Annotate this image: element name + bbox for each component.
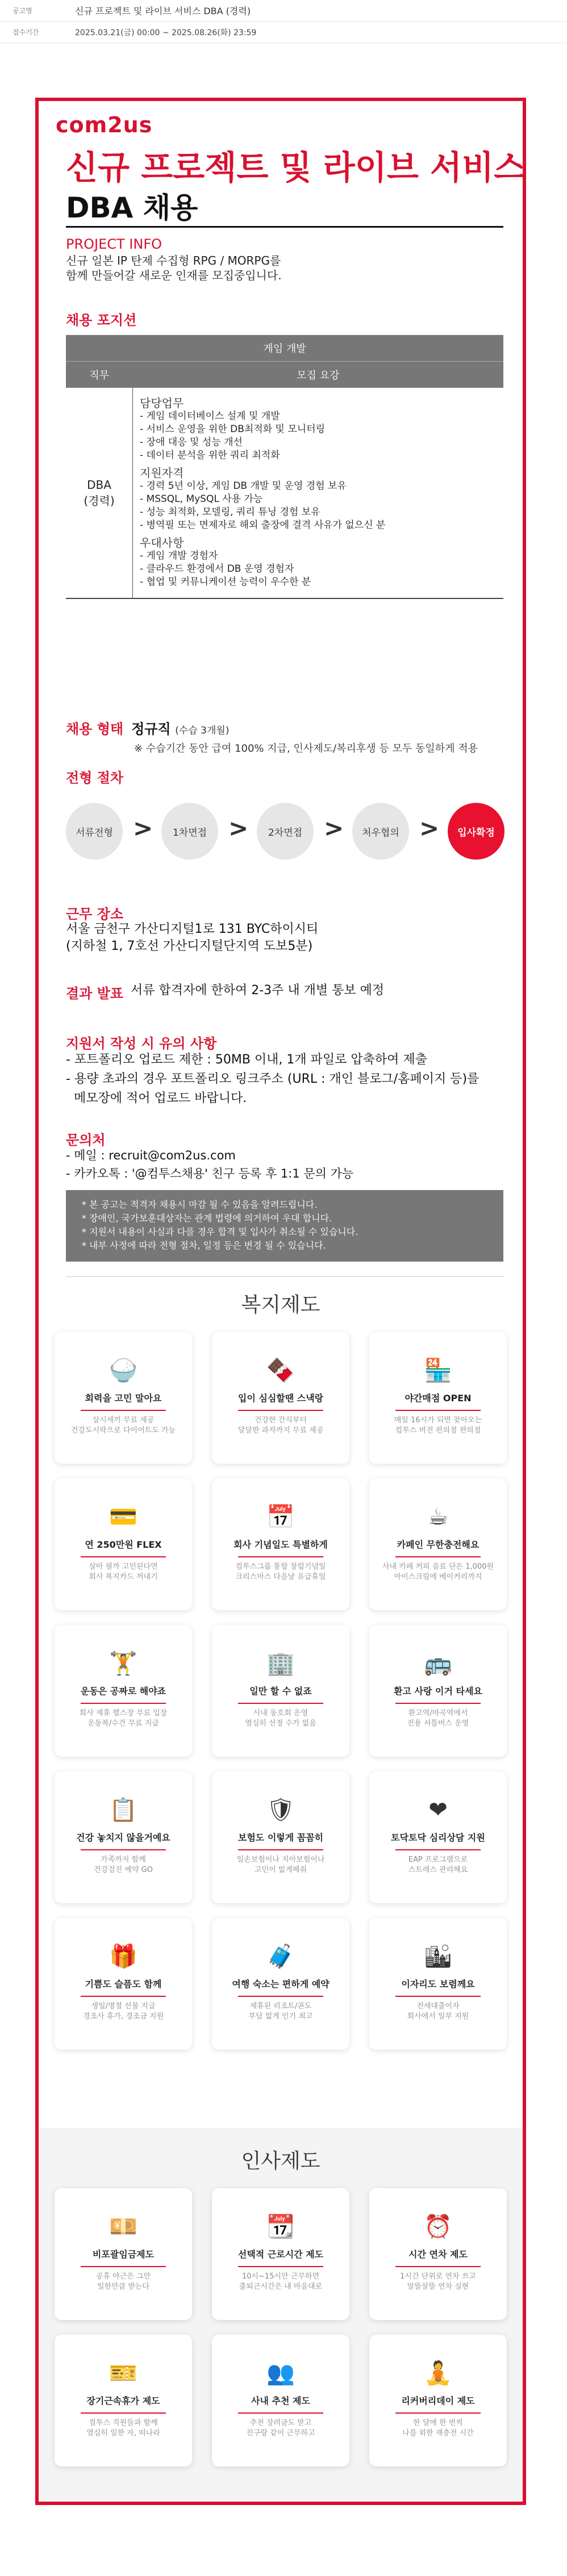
hr-card [369,2335,507,2466]
contact-kakao: - 카카오톡 : '@컴투스채용' 친구 등록 후 1:1 문의 가능 [66,1167,354,1180]
meta-period-label: 접수기간 [12,28,39,36]
clock-icon: ⏰ [424,2214,452,2240]
requirement-group-title: 담당업무 [140,396,184,410]
building-icon: 🏢 [266,1651,295,1677]
card-title: 리커버리데이 제도 [401,2395,475,2406]
process-label: 전형 절차 [66,770,124,786]
card-divider [81,1996,166,1997]
welfare-card [369,1478,507,1610]
title-divider [66,226,503,228]
welfare-card [212,1918,349,2050]
card-title: 보험도 이렇게 꼼꼼히 [237,1832,324,1843]
hr-card [369,2188,507,2320]
card-divider [238,1410,323,1411]
cautions-label: 지원서 작성 시 유의 사항 [66,1036,217,1052]
employment-value: 정규직 [131,721,171,737]
card-title: 이자리도 보렴께요 [401,1979,475,1989]
meta-title-value: 신규 프로젝트 및 라이브 서비스 DBA (경력) [75,6,251,16]
card-desc-2: 친구랑 같이 근무하고 [246,2429,315,2437]
tower-icon: 🏙 [423,1943,453,1970]
card-title: 선택적 근로시간 제도 [237,2249,324,2260]
meta-row-period [0,22,567,43]
coffee-icon: ☕ [428,1504,448,1530]
project-label: PROJECT INFO [66,236,162,252]
card-desc-1: 공휴 야근은 그만 [95,2272,151,2281]
card-title: 건강 놓치지 않을거예요 [76,1832,170,1843]
welfare-card [55,1918,192,2050]
employment-label: 채용 형태 [66,721,124,737]
process-arrow-4: > [419,814,440,842]
card-desc-2: 아이스크림에 베이커리까지 [394,1573,482,1581]
requirement-item: - 성능 최적화, 모델링, 쿼리 튜닝 경험 보유 [140,506,320,518]
card-divider [395,1556,481,1557]
card-desc-1: EAP 프로그램으로 [408,1855,468,1864]
card-desc-2: 출퇴근시간은 내 마음대로 [239,2282,323,2291]
card-desc-2: 건강검진 예약 GO [94,1866,153,1874]
schedule-icon: 📆 [266,2214,295,2240]
card-title: 토닥토닥 심리상담 지원 [391,1832,485,1843]
card-desc-1: 일손보험이나 지아보험이나 [236,1855,325,1864]
card-desc-1: 한 달에 한 번씩 [413,2419,463,2427]
card-divider [81,1849,166,1850]
health-check-icon: 📋 [109,1797,137,1823]
bus-icon: 🚌 [424,1651,452,1677]
location-line-2: (지하철 1, 7호선 가산디지털단지역 도보5분) [66,939,313,953]
requirement-item: - MSSQL, MySQL 사용 가능 [140,493,263,505]
requirement-group-title: 우대사항 [140,536,184,550]
card-divider [81,1703,166,1704]
card-title: 운동은 공짜로 해야죠 [80,1686,166,1697]
employment-probation: (수습 3개월) [175,725,230,736]
welfare-card [212,1332,349,1464]
referral-icon: 👥 [266,2360,295,2386]
pay-icon: 💴 [109,2214,137,2240]
contact-mail: - 메일 : recruit@com2us.com [66,1149,236,1162]
card-desc-2: 전용 셔틀버스 운영 [407,1719,469,1728]
dumbbell-icon: 🏋 [109,1651,137,1677]
card-desc-1: 환고역/마곡역에서 [408,1709,468,1718]
meta-period-value: 2025.03.21(금) 00:00 ~ 2025.08.26(화) 23:59 [75,28,257,37]
welfare-card [212,1771,349,1903]
card-title: 입이 심심할땐 스낵랑 [237,1393,324,1404]
hr-card [212,2188,349,2320]
card-desc-2: 열심히 일한 자, 떠나라 [86,2429,160,2437]
project-line-1: 신규 일본 IP 탄제 수집형 RPG / MORPG를 [66,254,281,267]
notice-line-1: * 본 공고는 적격자 채용시 마감 될 수 있음을 알려드립니다. [82,1199,318,1210]
card-title: 일만 할 수 없죠 [249,1686,312,1697]
requirement-item: - 클라우드 환경에서 DB 운영 경험자 [140,563,294,575]
card-desc-1: 전세대출이자 [416,2002,460,2010]
card-divider [238,2412,323,2414]
card-divider [395,1849,481,1850]
luggage-icon: 🧳 [266,1943,295,1970]
result-label: 결과 발표 [66,986,124,1002]
card-desc-1: 사내 카페 커피 음료 단돈 1,000원 [382,1563,494,1571]
requirement-item: - 장애 대응 및 성능 개선 [140,437,243,448]
card-desc-2: 경조사 휴가, 경조금 지원 [82,2012,164,2021]
card-divider [395,1996,481,1997]
card-desc-1: 10시~15시만 근무하면 [241,2272,319,2281]
card-divider [81,2412,166,2414]
card-divider [395,1410,481,1411]
card-desc-2: 건강도시락으로 다이어트도 가능 [70,1426,176,1435]
welfare-card [369,1771,507,1903]
positions-caption: 게임 개발 [66,335,503,362]
card-desc-2: 일한만큼 받는다 [97,2282,150,2291]
card-divider [81,1410,166,1411]
requirement-item: - 게임 개발 경험자 [140,550,218,562]
card-desc-2: 열심히 선정 수가 없음 [245,1719,316,1728]
card-desc-1: 추천 장려금도 받고 [249,2419,312,2427]
requirement-item: - 게임 데이터베이스 설계 및 개발 [140,411,280,422]
card-desc-1: 사내 동호회 운영 [253,1709,308,1718]
process-step-4: 처우협의 [352,803,409,860]
process-step-5: 입사확정 [448,803,505,860]
card-desc-2: 컴투스 버전 편의점 편의점 [395,1426,481,1435]
card-desc-2: 달달한 과자까지 무료 제공 [237,1426,324,1435]
company-logo: com2us [56,112,153,137]
gift-icon: 🎁 [109,1943,137,1970]
card-desc-2: 크리스마스 다음날 유급휴일 [235,1573,326,1581]
job-poster [35,98,526,2505]
card-divider [395,2412,481,2414]
caution-line-1: - 포트폴리오 업로드 제한 : 50MB 이내, 1개 파일로 압축하여 제출 [66,1053,427,1067]
notice-line-3: * 지원서 내용이 사실과 다를 경우 합격 및 입사가 취소될 수 있습니다. [82,1226,358,1237]
requirement-item: - 협업 및 커뮤니케이션 능력이 우수한 분 [140,576,311,588]
insurance-icon: 🛡 [266,1797,295,1823]
card-divider [238,1849,323,1850]
card-divider [81,2266,166,2267]
welfare-card [55,1625,192,1757]
card-divider [238,1996,323,1997]
card-desc-2: 회사에서 일부 지원 [407,2012,469,2021]
notice-line-4: * 내부 사정에 따라 전형 절차, 일정 등은 변경 될 수 있습니다. [82,1240,326,1251]
card-title: 장기근속휴가 제도 [86,2395,160,2406]
welfare-card [212,1625,349,1757]
meta-row-title [0,0,567,22]
caution-line-3: 메모장에 적어 업로드 바랍니다. [66,1091,247,1105]
card-desc-1: 삼시세끼 무료 제공 [92,1416,155,1425]
requirement-item: - 경력 5년 이상, 게임 DB 개발 및 운영 경험 보유 [140,480,347,492]
card-desc-1: 제휴된 리조트/콘도 [249,2002,312,2010]
card-title: 사내 추천 제도 [251,2395,310,2406]
hr-card [55,2335,192,2466]
card-desc-1: 컴투스 직원들과 함께 [89,2419,158,2427]
card-desc-2: 고민이 없게해줘 [254,1866,307,1874]
poster-subtitle: DBA 채용 [66,191,198,224]
cafe-shop-icon: 🏪 [424,1358,452,1384]
requirement-item: - 서비스 운영을 위한 DB최적화 및 모니터링 [140,424,326,435]
process-arrow-1: > [133,814,153,842]
card-desc-2: 스트레스 관리해요 [408,1866,468,1874]
caution-line-2: - 용량 초과의 경우 포트폴리오 링크주소 (URL : 개인 블로그/홈페이지 등)를 [66,1072,480,1086]
card-desc-1: 회사 제휴 헬스장 무료 입장 [79,1709,168,1718]
card-desc-1: 생일/명절 선물 지급 [91,2002,156,2010]
requirement-item: - 병역필 또는 면제자로 해외 출장에 결격 사유가 없으신 분 [140,520,386,531]
location-line-1: 서울 금천구 가산디지털1로 131 BYC하이시티 [66,922,319,936]
hr-card [212,2335,349,2466]
positions-table [66,335,503,599]
location-label: 근무 장소 [66,906,124,922]
employment-note: ※ 수습기간 동안 급여 100% 지급, 인사제도/복리후생 등 모두 동일하게 적용 [134,743,478,755]
card-title: 연 250만원 FLEX [85,1539,162,1550]
process-arrow-2: > [228,814,249,842]
process-step-2: 1차면접 [161,803,218,860]
calendar-icon: 📅 [266,1504,295,1530]
process-arrow-3: > [324,814,344,842]
hr-card [55,2188,192,2320]
role-cell: DBA (경력) [66,388,133,598]
card-desc-1: 매일 16시가 되면 찾아오는 [394,1416,482,1425]
card-divider [238,1556,323,1557]
card-title: 비포괄임금제도 [92,2249,155,2260]
card-desc-1: 1시간 단위로 연차 쓰고 [400,2272,476,2281]
project-line-2: 함께 만들어갈 새로운 인재를 모집중입니다. [66,269,282,282]
welfare-card [212,1478,349,1610]
snack-icon: 🍫 [266,1358,295,1384]
result-text: 서류 합격자에 한하여 2-3주 내 개별 통보 예정 [131,983,385,998]
ticket-icon: 🎫 [109,2360,137,2386]
hr-heading: 인사제도 [241,2150,320,2173]
card-title: 회사 기념일도 특별하게 [234,1539,328,1550]
card-desc-2: 알뜰살뜰 연차 실현 [407,2282,469,2291]
welfare-card [369,1625,507,1757]
card-title: 카페인 무한충전해요 [397,1539,480,1550]
employment-row [66,718,229,738]
welfare-card [55,1332,192,1464]
card-title: 야간매점 OPEN [405,1393,472,1404]
col-role-header: 직무 [66,362,133,388]
poster-title: 신규 프로젝트 및 라이브 서비스 [66,148,526,187]
card-desc-1: 컴투스그룹 통합 창립기념일 [235,1563,326,1571]
notice-line-2: * 장애인, 국가보훈대상자는 관계 법령에 의거하여 우대 합니다. [82,1213,332,1224]
requirement-group-title: 지원자격 [140,466,184,480]
card-title: 회력을 고민 말아요 [85,1393,162,1404]
card-divider [238,2266,323,2267]
card-desc-1: 건강한 간식부터 [254,1416,307,1425]
card-desc-1: 가족까지 함께 [101,1855,146,1864]
positions-label: 채용 포지션 [66,312,137,328]
welfare-card [55,1771,192,1903]
welfare-card [369,1918,507,2050]
card-title: 여행 숙소는 편하게 예약 [232,1979,330,1989]
card-divider [395,2266,481,2267]
card-desc-2: 나를 위한 재충전 시간 [402,2429,474,2437]
wallet-icon: 💳 [109,1504,137,1530]
section-divider [66,1276,503,1277]
welfare-heading: 복지제도 [241,1293,320,1317]
contact-label: 문의처 [66,1132,106,1148]
card-desc-2: 운동복/수건 무료 지급 [87,1719,159,1728]
meta-title-label: 공고명 [12,7,32,15]
requirements-cell [133,388,504,598]
card-divider [81,1556,166,1557]
col-req-header: 모집 요강 [133,362,504,388]
welfare-card [369,1332,507,1464]
card-divider [238,1703,323,1704]
card-desc-2: 회사 복지카드 꺼내기 [89,1573,158,1581]
card-title: 시간 연차 제도 [408,2249,468,2260]
card-desc-1: 살아 필까 고민된다면 [89,1563,158,1571]
rice-bowl-icon: 🍚 [109,1358,137,1384]
requirement-item: - 데이터 분석을 위한 쿼리 최적화 [140,450,280,461]
process-step-3: 2차면접 [257,803,314,860]
refresh-icon: 🧘 [424,2360,452,2386]
process-step-1: 서류전형 [66,803,123,860]
card-title: 환고 사랑 이거 타세요 [394,1686,482,1697]
card-desc-2: 부담 없게 인기 최고 [248,2012,313,2021]
card-divider [395,1703,481,1704]
notice-box [66,1190,503,1262]
card-title: 기쁨도 슬픔도 함께 [85,1979,162,1989]
heart-icon: ❤ [428,1797,448,1823]
welfare-card [55,1478,192,1610]
